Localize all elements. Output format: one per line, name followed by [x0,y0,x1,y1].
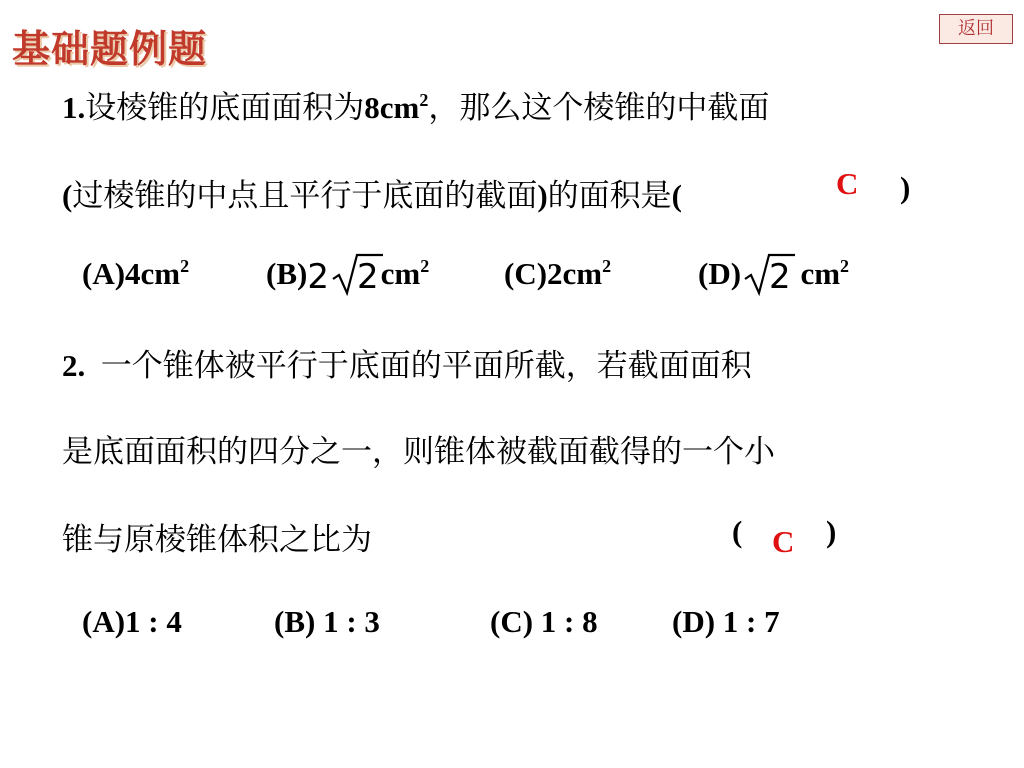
q1-option-b-coef: 2 [307,257,329,297]
q1-option-c-sup: 2 [602,256,612,276]
q2-line2 [62,426,775,471]
q2-line3 [62,514,372,559]
q1-line1 [62,82,769,127]
q1-option-b-sup: 2 [420,256,430,276]
q2-option-c: (C) 1 : 8 [490,604,598,639]
q1-option-a-sup: 2 [180,256,190,276]
q1-line2 [62,170,682,215]
q2-text-3: 锥与原棱锥体积之比为 [62,522,372,558]
q1-answer: C [836,166,859,201]
q1-option-a-text: (A)4cm [82,256,181,291]
q2-option-a: (A)1 : 4 [82,604,182,639]
q1-option-a [82,256,189,292]
q1-option-d-unit: cm [792,256,841,291]
q1-option-b-radicand: 2 [356,257,379,297]
sqrt-icon [743,257,791,297]
q1-number: 1. [62,90,86,125]
q1-text-end: 的面积是 [547,178,672,214]
q1-area-value: 8cm [364,90,420,125]
q2-answer-paren-open: ( [732,514,743,549]
q1-answer-paren-open: ( [671,178,682,213]
q1-answer-paren-close: ) [900,170,911,205]
q1-option-b-unit: cm [380,256,421,291]
q1-option-d-radicand: 2 [769,257,791,297]
q1-paren-l: ( [62,178,73,213]
q1-option-c [504,256,611,292]
q1-option-b-label: (B) [266,256,308,291]
q1-option-c-text: (C)2cm [504,256,603,291]
sqrt-icon [331,257,379,297]
q1-option-d-label: (D) [698,256,742,291]
q2-line1 [62,340,752,385]
q1-area-sup: 2 [419,90,429,110]
q2-answer-paren-close: ) [826,514,837,549]
q1-text-c: ，那么这个棱锥的中截面 [428,90,770,126]
page-title: 基础题例题 [12,27,208,71]
q1-text-a: 设棱锥的底面面积为 [85,90,365,126]
q1-text-mid: 过棱锥的中点且平行于底面的截面 [72,178,538,214]
q2-text-1: 一个锥体被平行于底面的平面所截，若截面面积 [100,348,752,384]
q2-option-b: (B) 1 : 3 [274,604,380,639]
q1-option-d-sup: 2 [840,256,850,276]
q2-answer: C [772,524,795,559]
q1-option-b [266,256,429,297]
back-button[interactable]: 返回 [939,14,1013,44]
q2-option-d: (D) 1 : 7 [672,604,780,639]
q1-option-d [698,256,849,297]
q2-text-2: 是底面面积的四分之一，则锥体被截面截得的一个小 [62,434,775,470]
q1-paren-r: ) [537,178,548,213]
q2-number: 2. [62,348,86,383]
